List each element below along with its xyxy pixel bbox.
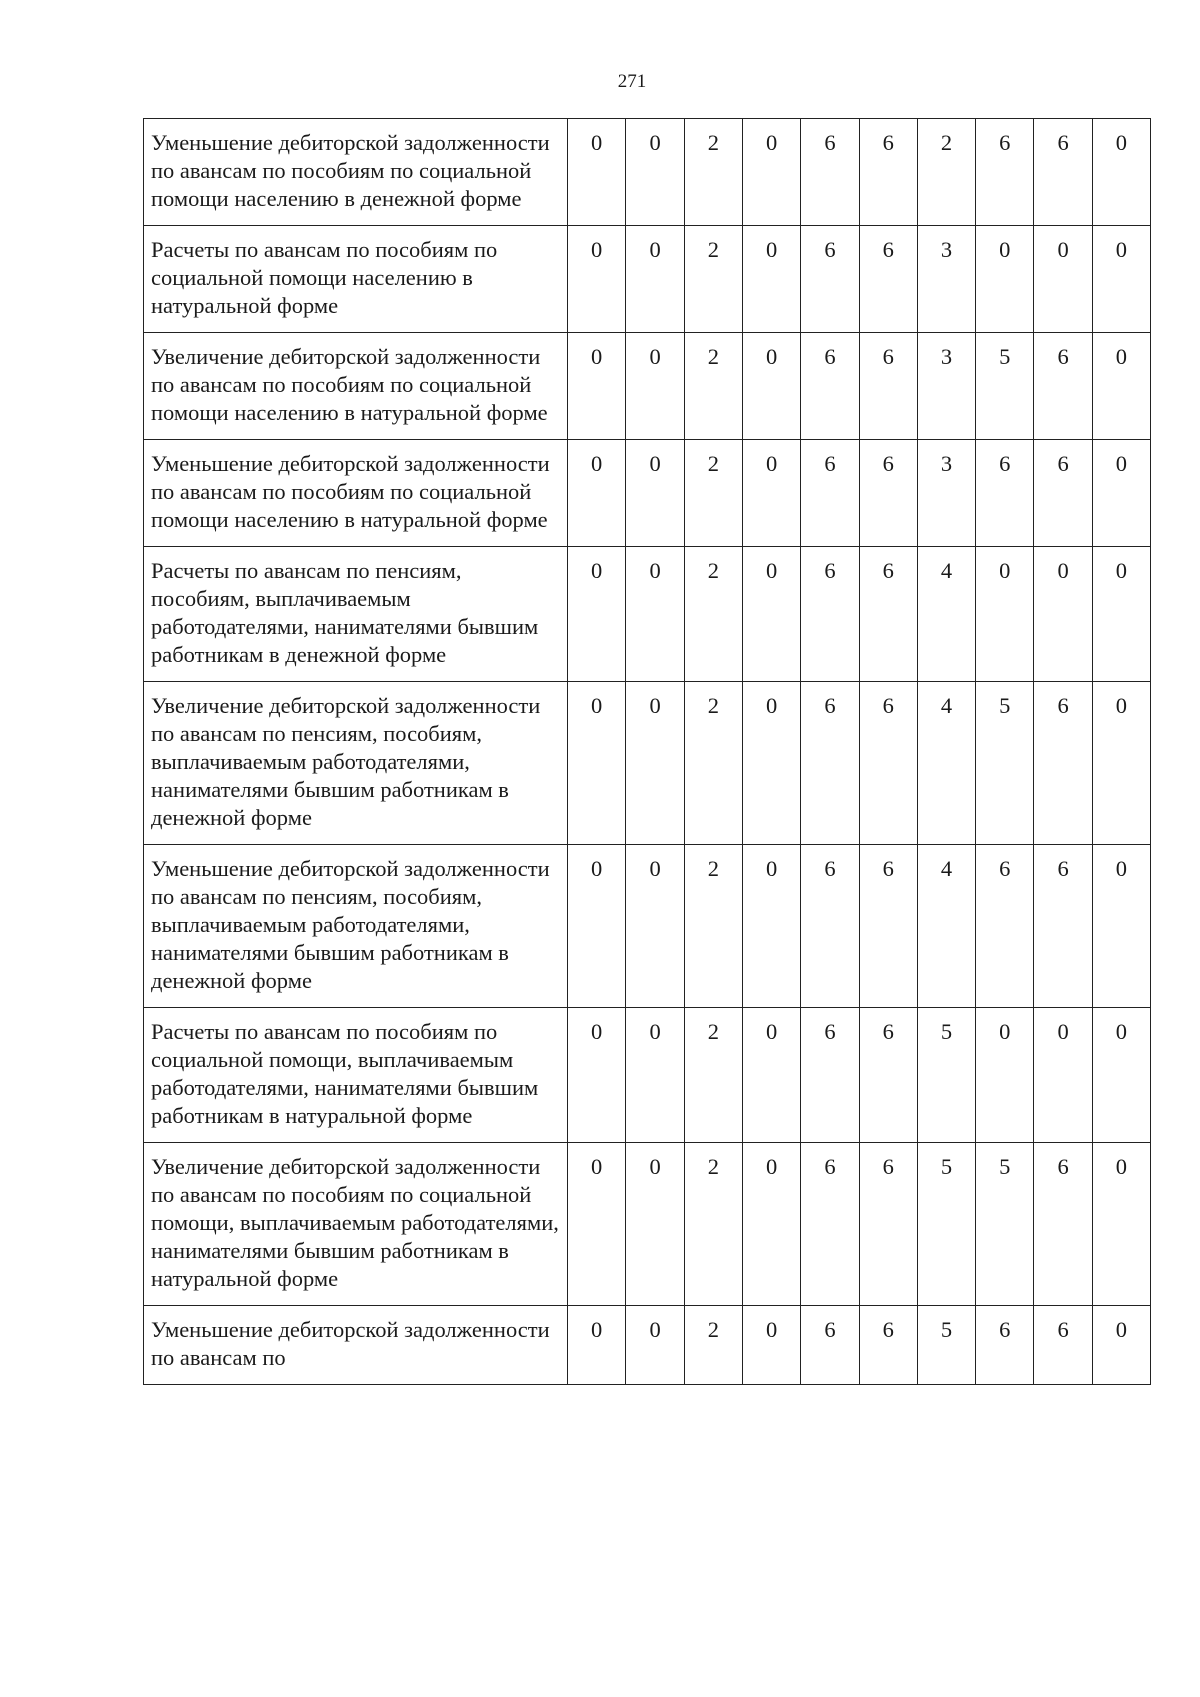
code-digit: 4 [917, 547, 975, 682]
code-digit: 4 [917, 682, 975, 845]
code-digit: 6 [859, 119, 917, 226]
code-digit: 0 [567, 119, 626, 226]
code-digit: 6 [859, 547, 917, 682]
table-row [144, 119, 1151, 226]
row-label: Уменьшение дебиторской задолженности по авансам по пособиям по социальной помощи населению в денежной форме [144, 119, 568, 226]
code-digit: 0 [626, 1306, 684, 1385]
code-digit: 6 [1034, 119, 1092, 226]
code-digit: 0 [567, 226, 626, 333]
code-digit: 6 [1034, 440, 1092, 547]
row-label: Уменьшение дебиторской задолженности по авансам по пенсиям, пособиям, выплачиваемым работодателями, нанимателями бывшим работникам в денежной форме [144, 845, 568, 1008]
code-digit: 6 [859, 333, 917, 440]
code-digit: 6 [859, 1008, 917, 1143]
code-digit: 2 [684, 1306, 742, 1385]
budget-code-table [143, 118, 1151, 1385]
code-digit: 0 [626, 333, 684, 440]
code-digit: 2 [684, 682, 742, 845]
code-digit: 0 [976, 1008, 1034, 1143]
row-label: Увеличение дебиторской задолженности по авансам по пенсиям, пособиям, выплачиваемым работодателями, нанимателями бывшим работникам в денежной форме [144, 682, 568, 845]
code-digit: 6 [859, 1306, 917, 1385]
code-digit: 6 [859, 845, 917, 1008]
code-digit: 0 [567, 845, 626, 1008]
code-digit: 0 [1092, 1143, 1150, 1306]
code-digit: 0 [567, 547, 626, 682]
code-digit: 0 [1092, 119, 1150, 226]
code-digit: 0 [626, 440, 684, 547]
code-digit: 2 [684, 226, 742, 333]
code-digit: 6 [1034, 682, 1092, 845]
code-digit: 4 [917, 845, 975, 1008]
code-digit: 0 [1092, 440, 1150, 547]
code-digit: 6 [1034, 1143, 1092, 1306]
code-digit: 6 [976, 1306, 1034, 1385]
code-digit: 3 [917, 333, 975, 440]
table-row [144, 1143, 1151, 1306]
code-digit: 0 [567, 333, 626, 440]
row-label: Увеличение дебиторской задолженности по авансам по пособиям по социальной помощи, выплачиваемым работодателями, нанимателями бывшим работникам в натуральной форме [144, 1143, 568, 1306]
code-digit: 6 [859, 440, 917, 547]
code-digit: 0 [1092, 1306, 1150, 1385]
table-row [144, 547, 1151, 682]
code-digit: 0 [1092, 1008, 1150, 1143]
code-digit: 2 [684, 547, 742, 682]
code-digit: 6 [801, 1306, 859, 1385]
row-label: Уменьшение дебиторской задолженности по авансам по [144, 1306, 568, 1385]
table-body [144, 119, 1151, 1385]
code-digit: 6 [976, 119, 1034, 226]
code-digit: 0 [743, 226, 801, 333]
code-digit: 6 [1034, 1306, 1092, 1385]
row-label: Расчеты по авансам по пособиям по социальной помощи населению в натуральной форме [144, 226, 568, 333]
table-row [144, 682, 1151, 845]
code-digit: 0 [1092, 547, 1150, 682]
code-digit: 2 [684, 845, 742, 1008]
code-digit: 0 [567, 1143, 626, 1306]
code-digit: 0 [1034, 1008, 1092, 1143]
code-digit: 5 [976, 333, 1034, 440]
code-digit: 0 [626, 226, 684, 333]
code-digit: 0 [743, 845, 801, 1008]
code-digit: 2 [917, 119, 975, 226]
code-digit: 6 [1034, 333, 1092, 440]
code-digit: 0 [743, 1143, 801, 1306]
code-digit: 6 [801, 333, 859, 440]
code-digit: 6 [801, 1143, 859, 1306]
code-digit: 0 [743, 119, 801, 226]
code-digit: 6 [801, 845, 859, 1008]
code-digit: 0 [567, 1008, 626, 1143]
code-digit: 5 [917, 1008, 975, 1143]
code-digit: 0 [976, 547, 1034, 682]
code-digit: 0 [626, 1008, 684, 1143]
code-digit: 0 [1092, 226, 1150, 333]
code-digit: 2 [684, 119, 742, 226]
table-row [144, 333, 1151, 440]
code-digit: 3 [917, 440, 975, 547]
code-digit: 0 [1034, 547, 1092, 682]
code-digit: 0 [626, 119, 684, 226]
code-digit: 3 [917, 226, 975, 333]
code-digit: 0 [743, 333, 801, 440]
row-label: Уменьшение дебиторской задолженности по авансам по пособиям по социальной помощи населению в натуральной форме [144, 440, 568, 547]
code-digit: 6 [801, 226, 859, 333]
code-digit: 0 [626, 845, 684, 1008]
code-digit: 2 [684, 1143, 742, 1306]
code-digit: 5 [917, 1306, 975, 1385]
code-digit: 6 [859, 226, 917, 333]
code-digit: 0 [626, 547, 684, 682]
table-row [144, 440, 1151, 547]
code-digit: 6 [801, 682, 859, 845]
code-digit: 0 [1034, 226, 1092, 333]
code-digit: 2 [684, 440, 742, 547]
code-digit: 6 [801, 547, 859, 682]
code-digit: 6 [976, 845, 1034, 1008]
code-digit: 2 [684, 333, 742, 440]
code-digit: 0 [1092, 845, 1150, 1008]
row-label: Увеличение дебиторской задолженности по авансам по пособиям по социальной помощи населению в натуральной форме [144, 333, 568, 440]
code-digit: 0 [567, 1306, 626, 1385]
code-digit: 5 [917, 1143, 975, 1306]
code-digit: 0 [626, 1143, 684, 1306]
table-row [144, 1306, 1151, 1385]
code-digit: 6 [976, 440, 1034, 547]
code-digit: 6 [801, 119, 859, 226]
code-digit: 0 [743, 1008, 801, 1143]
code-digit: 0 [1092, 333, 1150, 440]
code-digit: 6 [801, 440, 859, 547]
code-digit: 0 [567, 682, 626, 845]
row-label: Расчеты по авансам по пособиям по социальной помощи, выплачиваемым работодателями, нанимателями бывшим работникам в натуральной форме [144, 1008, 568, 1143]
code-digit: 6 [859, 1143, 917, 1306]
table-row [144, 1008, 1151, 1143]
code-digit: 5 [976, 1143, 1034, 1306]
code-digit: 2 [684, 1008, 742, 1143]
code-digit: 0 [567, 440, 626, 547]
row-label: Расчеты по авансам по пенсиям, пособиям, выплачиваемым работодателями, нанимателями бывшим работникам в денежной форме [144, 547, 568, 682]
code-digit: 0 [743, 440, 801, 547]
code-digit: 0 [1092, 682, 1150, 845]
code-digit: 6 [859, 682, 917, 845]
code-digit: 0 [743, 682, 801, 845]
code-digit: 0 [743, 547, 801, 682]
code-digit: 0 [626, 682, 684, 845]
page-number: 271 [617, 71, 647, 92]
code-digit: 0 [976, 226, 1034, 333]
code-digit: 0 [743, 1306, 801, 1385]
table-row [144, 226, 1151, 333]
table-row [144, 845, 1151, 1008]
code-digit: 6 [801, 1008, 859, 1143]
code-digit: 5 [976, 682, 1034, 845]
code-digit: 6 [1034, 845, 1092, 1008]
